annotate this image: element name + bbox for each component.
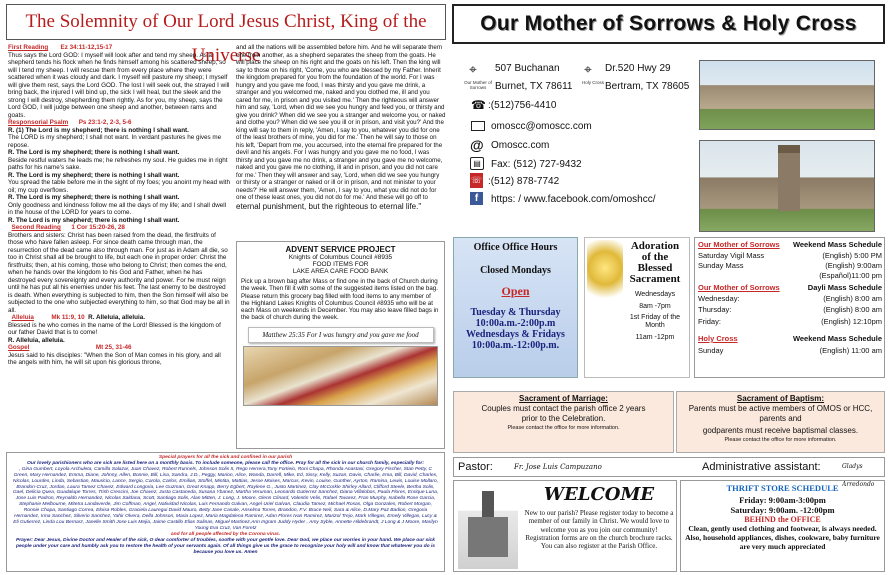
welcome-title: WELCOME [543,484,655,505]
office-hours-2: 10:00a.m.-12:00p.m. [471,340,560,351]
admin-signature: Gladys Arredondo [842,463,875,488]
first-reading-text: Thus says the Lord GOD: I myself will look after and tend my sheep. As a shepherd tends his flock when he finds himself among his scattered sheep, so will I tend my sheep. I will rescue them from every place where they were scattered when it was cloudy and dark. I myself will pasture my sheep; I myself will give them rest, says the Lord GOD. The lost I will seek out, the strayed I will bring back, the injured I will bind up, the sick I will heal, but the sleek and the strong I will destroy, shepherding them rightly. As for you, my sheep, says the Lord GOD, I will judge between one sheep and another, between rams and goats. [8,51,230,119]
office-closed: Closed Mondays [480,265,551,276]
website-link[interactable]: Omoscc.com [491,140,550,151]
phone-number: :(512)756-4410 [488,100,557,111]
address-1: 507 Buchanan [495,63,560,74]
alleluia-label: Alleluia [11,314,34,321]
adoration-box [584,237,690,378]
food-photo [243,346,438,406]
psalm-ref: Ps 23:1-2, 2-3, 5-6 [78,119,132,126]
at-icon: @ [470,137,484,153]
prayer-list [6,452,445,572]
psalm-refrain-1: R. (1) The Lord is my shepherd; there is nothing I shall want. [8,126,189,134]
monstrance-icon [587,240,623,320]
thrift-friday: Friday: 9:00am-3:00pm [739,495,826,505]
city-1: Burnet, TX 78611 [495,81,573,92]
saturday-time: (English) 5:00 PM [822,251,882,260]
thrift-behind: BEHIND the OFFICE [744,515,821,524]
holy-cross-heading: Holy Cross [698,334,738,343]
email-link[interactable]: omoscc@omoscc.com [491,121,592,132]
prayer-names: , Gina Gumbert, Loyola Archuleta, Camilla Salazar, Juan Chavez, Robert Runnels, Johnson Solis II, Rego Herrera,Tony Fortieio, Roni Chapa, Rhonda Anastasi, Gregory Fischer, Stan Petty, C Green, Mary Hernandez, Emma, Diane, Johnny, Allen, Bonnie, Bill, Lisa, Sandra, J.D., Peggy, Marion, Alice, Wanda, Darrell, Mike, Ed, Sissy, Kelly, Suzan, Davis, Charlie, Irma, Bill, David, Charles, Nicolas, Lourdes, Linda, Sebastian, Mauricio, Lance, Sergio, Carola, Carlos, Emilian, Stoffel, Mintita, Mattias, Jesse Moises, Marcus, Kevin, Louise, Gunther, Ayrton, Ramina, Lewis, Louise Mollaro, Brandon-Cruz, Jordan, Laura Tamez Chavez, Edward Longoria, Lee Guzman, Great Knapp, Berry Egbert, Raylene G., Justo Martinez, Clay McCorkle Shirley Allard, Clifford Steele, Bertha Solis, Gael, Delicia Quea, Guadalupe Torres, Trish Crescini, Joe Chavez, Justa Castaneda, Susana Ybanez, Martha Veruman, Leonardo Gutierrez Sanchez, Diana Villalobos, Paula Flores, Enrique Luna, Jose Luis Padron, Reynaldo Hernandez, Nicolas Saldana, Scott, Santiago Solis, Alan Mitten, J. Long, J. Moore, Glenn Clinard, Valentin Velis, Rafael Tavarez, Fran Murphy, Isabella Rose Garcia, Stephanie Melbourne, Mitetra Landaverde, Jim Coffman, Angel, Natividad Nicolas, Luis Fernando Galvan, Angel Uriel Galvan, Claudia Tamez, Michael Rosas, Olga Gonzales, Robert Morgan, Ronnie Chapa, Santiago Correa, Eloisa Robles, Graciela Lauregui David Mauro, Betty Jane Casale, Anselma Torres, Brandon, F.V. Bruce Neil, Sara & Alice, D.Mary Paz Badion, Gregoria Hernandez, Irma Sanchez, Silverio Sanchez, Yahir Olvera, Della Johnson, Maria Lopez, Maria Magdalena Ramirez, Adan Flores Ivan Ramirez, Marizol Trejo, Mark Villegas, Emely Villegas, Lucy & Eli Gutierrez, Linda Lou Bernarz, Janelle Smith Jose Luis Mejia, Jaime Castillo Elias Salinas, Miguel Martinez,Ann Ingram Juddy Hyder , Amy Syble, Annette Hildebrandt, J Long & J Moore, Marilyn Young Eva Cruz, Van Foretz [12,466,439,531]
advent-line-3: LAKE AREA CARE FOOD BANK [292,268,389,275]
omos-label: Our Mother of Sorrows [464,80,492,90]
wednesday-time: (English) 8:00 am [823,294,882,303]
first-reading-ref: Ez 34:11-12,15-17 [60,44,113,51]
psalm-verse-3: You spread the table before me in the sight of my foes; you anoint my head with oil; my cup overflows. [8,179,231,194]
sunday-time: (English) 9:00am [825,261,882,270]
bell-tower [778,145,800,211]
omos-heading: Our Mother of Sorrows [698,240,780,249]
second-reading-ref: 1 Cor 15:20-26, 28 [71,224,125,231]
phone-icon: ☎ [471,98,486,112]
office-title: Office Office Hours [473,242,558,253]
advent-quote: Matthew 25:35 For I was hungry and you gave me food [248,327,434,343]
left-page-title: The Solemnity of Our Lord Jesus Christ, King of the Universe [6,4,446,40]
baptism-body: Parents must be active members of OMOS or HCC, parents and [688,404,873,423]
holy-cross-label: Holy Cross [581,80,604,85]
friday-label: Friday: [698,317,721,326]
hc-sunday-label: Sunday [698,346,724,355]
location-pin-icon: ⌖ [584,61,592,77]
weekend-heading: Weekend Mass Schedule [792,240,882,249]
holy-cross-church-photo [699,140,875,232]
saturday-label: Saturday Vigil Mass [698,251,765,260]
advent-service-project [236,241,445,449]
daily-heading: Dayli Mass Schedule [807,283,882,292]
prayer-text: Prayer: Dear Jesus, Divine Doctor and Healer of the sick, O dear comforter of troubles, soothe with your gentle love. Dear God, we place our worries in your hand. We place our sick people under your care and humbly ask you to restore the health of your servants again. Of all things give us the grace to recognize your holy will and know that whatever you do is because you love us. Amen [15,537,436,555]
psalm-refrain: R. The Lord is my shepherd; there is nothing I shall want. [8,171,180,179]
hc-weekend-heading: Weekend Mass Schedule [792,334,882,343]
gospel-text: Jesus said to his disciples: "When the Son of Man comes in his glory, and all the angels with him, he will sit upon his glorious throne, [8,351,221,366]
marriage-title: Sacrament of Marriage: [519,394,608,403]
baptism-body-2: godparents must receive baptismal classes. [702,426,859,435]
gospel-text-end: eternal punishment, but the righteous to eternal life." [236,201,422,211]
advent-body: Pick up a brown bag after Mass or find one in the back of Church during the week. Then fill it with some of the suggested items listed on the bag. Please return this grocery bag filled with food items to any member of the Highland Lakes Knights of Columbus Council #8935 who will be at each Mass on weekends in December. You may also leave filled bags in the back of church during the week. [241,278,439,322]
baptism-note: Please contact the office for more information. [724,437,837,443]
gospel-text-continued: and all the nations will be assembled before him. And he will separate them one from another, as a shepherd separates the sheep from the goats. He will place the sheep on his right and the goats on his left. Then the king will say to those on his right, 'Come, you who are blessed by my Father. Inherit the kingdom prepared for you from the foundation of the world. For I was hungry and you gave me food, I was thirsty and you gave me drink, a stranger and you welcomed me, naked and you clothed me, ill and you cared for me, in prison and you visited me.' Then the righteous will answer him and say, 'Lord, when did we see you hungry and feed you, or thirsty and give you drink? When did we see you a stranger and welcome you, or naked and clothe you? When did we see you ill or in prison, and visit you?' And the king will say to them in reply, 'Amen, I say to you, whatever you did for one of the least brothers of mine, you did for me.' Then he will say to those on his left, 'Depart from me, you accursed, into the eternal fire prepared for the devil and his angels. For I was hungry and you gave me no food, I was thirsty and you gave me no drink, a stranger and you gave me no welcome, naked and you gave me no clothing, ill and in prison, and you did not care for me.' Then they will answer and say, 'Lord, when did we see you hungry or thirsty or a stranger or naked or ill or in prison, and not minister to your needs?' He will answer them, 'Amen, I say to you, what you did not do for one of these least ones, you did not do for me.' And these will go off to [236,44,446,201]
baptism-title: Sacrament of Baptism: [736,394,825,403]
second-reading-label: Second Reading [11,224,61,231]
mass-schedule [694,237,885,378]
office-hours-1: 10:00a.m.-2:00p.m [475,318,556,329]
office-days-1: Tuesday & Thursday [470,307,561,318]
alleluia-ref: Mk 11:9, 10 [51,314,85,321]
psalm-verse-4: Only goodness and kindness follow me all the days of my life; and I shall dwell in the house of the LORD for years to come. [8,201,227,216]
prayer-intro: Our lovely parishioners who are sick are listed here on a monthly basis. To include someone, please call the office. Pray for all the sick in our church family, especially for: [27,460,424,466]
gospel-label: Gospel [8,344,30,351]
office-open: Open [501,284,530,298]
thursday-time: (English) 8:00 am [823,305,882,314]
thrift-title: THRIFT STORE SCHEDULE [726,483,839,493]
contact-section [453,50,885,232]
office-hours [453,237,578,378]
welcome-box [453,480,677,572]
parish-title: Our Mother of Sorrows & Holy Cross [452,4,885,44]
advent-line-2: FOOD ITEMS FOR [312,261,369,268]
city-2: Bertram, TX 78605 [605,81,690,92]
advent-line-1: Knights of Columbus Council #8935 [288,254,393,261]
adoration-line-1: Adoration [630,240,680,252]
alleluia-text: Blessed is he who comes in the name of the Lord! Blessed is the kingdom of our father David that is to come! [8,321,221,336]
pastor-signature: Fr. Jose Luis Campuzano [514,463,602,471]
email-icon [471,121,485,131]
readings-column-1 [8,44,231,449]
thrift-body: Clean, gently used clothing and footwear, is always needed. Also, household appliances, dishes, cookware, baby furniture are very much appreciated [685,524,880,551]
address-2: Dr.520 Hwy 29 [605,63,671,74]
hc-sunday-time: (English) 11:00 am [819,346,882,355]
second-reading-text: Brothers and sisters: Christ has been raised from the dead, the firstfruits of those who have fallen asleep. For since death came through man, the resurrection of the dead came also through man. For just as in Adam all die, so too in Christ shall all be brought to life, but each one in proper order: Christ the firstfruits; then, at his coming, those who belong to Christ; then comes the end, when he hands over the kingdom to his God and Father, when he has destroyed every sovereignty and every authority and power. For he must reign until he has put all his enemies under his feet. The last enemy to be destroyed is death. When everything is subjected to him, then the Son himself will also be subjected to the one who subjected everything to him, so that God may be all in all. [8,231,230,314]
baptism-sacrament [676,391,885,453]
wednesday-label: Wednesday: [698,294,740,303]
first-reading-label: First Reading [8,44,49,51]
adoration-line-4: Sacrament [629,273,681,285]
psalm-verse-1: The LORD is my shepherd; I shall not want. In verdant pastures he gives me repose. [8,134,222,149]
phone-alt-icon: ☏ [470,173,483,188]
alleluia-refrain-2: R. Alleluia, alleluia. [8,336,65,344]
omos-heading-2: Our Mother of Sorrows [698,283,780,292]
psalm-label: Responsorial Psalm [8,119,69,126]
friday-time: (English) 12:10pm [821,317,882,326]
psalm-refrain: R. The Lord is my shepherd; there is nothing I shall want. [8,216,180,224]
fax-icon: ▤ [470,157,484,170]
sunday-time-2: (Español)11:00 pm [819,271,882,280]
sunday-label: Sunday Mass [698,261,744,270]
psalm-verse-2: Beside restful waters he leads me; he refreshes my soul. He guides me in right paths for his name's sake. [8,156,228,171]
alleluia-refrain: R. Alleluia, alleluia. [88,314,145,321]
facebook-link[interactable]: https: / www.facebook.com/omoshcc/ [491,194,656,205]
thrift-store [680,480,885,572]
location-pin-icon: ⌖ [469,61,477,77]
pastor-label: Pastor: [458,461,493,473]
thursday-label: Thursday: [698,305,732,314]
adoration-first-friday: 1st Friday of the Month [629,314,681,329]
thrift-saturday: Saturday: 9:00am. -12:00pm [730,505,835,515]
office-days-2: Wednesdays & Fridays [466,329,565,340]
psalm-refrain: R. The Lord is my shepherd; there is nothing I shall want. [8,194,180,201]
prayer-header: Special prayers for all the sick and confined in our parish [158,455,293,460]
adoration-day: Wednesdays [634,291,676,298]
fax-number: Fax: (512) 727-9432 [491,159,582,170]
marriage-sacrament [453,391,674,453]
gospel-ref: Mt 25, 31-46 [95,344,132,351]
welcome-body: New to our parish? Please register today to become a member of our family in Christ. We would love to welcome you as you join our community! Registration forms are on the church brochure racks. You can also register at the Parish Office. [524,509,674,551]
church-illustration [458,485,518,569]
adoration-line-2: of the [641,251,669,263]
adoration-time: 8am -7pm [639,303,671,310]
adoration-time-2: 11am -12pm [635,334,675,341]
phone-number-2: :(512) 878-7742 [488,176,560,187]
marriage-body: Couples must contact the parish office 2 years prior to the Celebration. [481,404,646,423]
readings-column-2 [236,44,446,238]
admin-label: Administrative assistant: [702,461,821,473]
omos-church-photo [699,60,875,130]
prayer-closing: and for all people affected by the Corona virus. [170,531,281,537]
advent-title: ADVENT SERVICE PROJECT [285,245,396,254]
facebook-icon: f [470,192,483,205]
marriage-note: Please contact the office for more information. [507,425,620,431]
adoration-line-3: Blessed [637,262,673,274]
psalm-refrain: R. The Lord is my shepherd; there is nothing I shall want. [8,149,180,156]
